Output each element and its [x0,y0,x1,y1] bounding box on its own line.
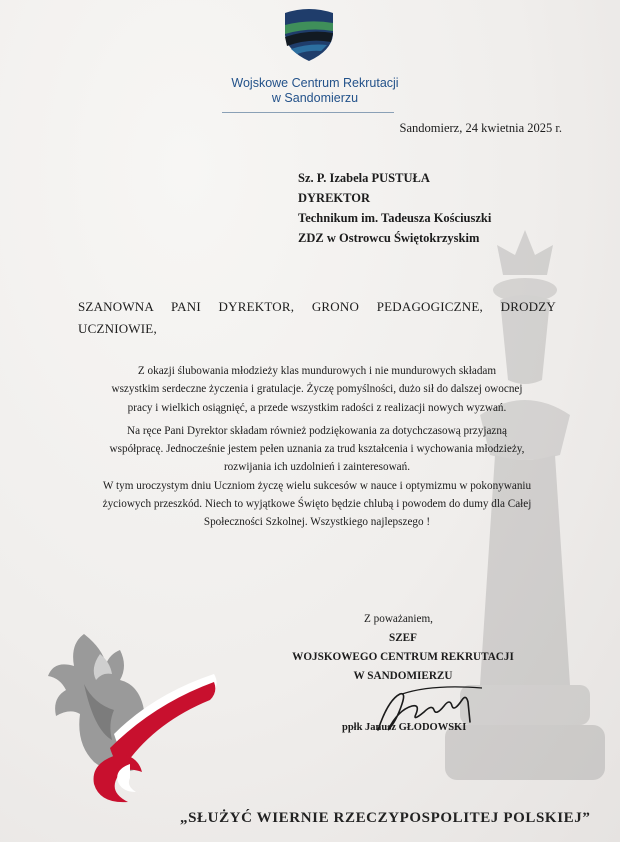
organization-name [200,76,430,106]
salutation: SZANOWNA PANI DYREKTOR, GRONO PEDAGOGICZNE, DRODZY UCZNIOWIE, [78,299,556,336]
paragraph-1-line-2: wszystkim serdeczne życzenia i gratulacje. Życzę pomyślności, dużo sił do dalszej owocnej [111,383,523,396]
recipient-name: Sz. P. Izabela PUSTUŁA [298,171,430,185]
signer-title-3: W SANDOMIERZU [353,670,453,682]
closing-phrase: Z poważaniem, [364,613,433,625]
letter-body [84,362,550,532]
signature-block [268,610,538,686]
handwritten-signature [372,682,502,742]
signer-rank-name: ppłk Janusz GŁODOWSKI [342,722,467,733]
polish-eagle-emblem-icon [44,614,226,810]
signer-title-1: SZEF [389,632,417,644]
recipient-title: DYREKTOR [298,191,371,205]
header-divider [222,112,394,113]
paragraph-2-line-2: współpracę. Jednocześnie jestem pełen uznania za trud kształcenia i wychowania młodzieży, [109,443,525,456]
recipient-city: ZDZ w Ostrowcu Świętokrzyskim [298,231,480,245]
paragraph-3-line-3: Społeczności Szkolnej. Wszystkiego najlepszego ! [203,516,431,529]
paragraph-1 [84,362,550,417]
paragraph-2-line-1: Na ręce Pani Dyrektor składam również podziękowania za dotychczasową przyjazną [127,424,507,437]
org-name-line2: w Sandomierzu [271,91,359,105]
paragraph-1-line-3: pracy i wielkich osiągnięć, a przede wszystkim radości z realizacji nowych wyzwań. [127,401,507,414]
paragraph-1-line-1: Z okazji ślubowania młodzieży klas mundurowych i nie mundurowych składam [137,365,497,377]
wcr-shield-logo-icon [281,7,337,63]
org-name-line1: Wojskowe Centrum Rekrutacji [231,76,399,90]
paragraph-2-line-3: rozwijania ich uzdolnień i zainteresowań. [223,461,411,474]
recipient-school: Technikum im. Tadeusza Kościuszki [298,211,492,225]
recipient-block [298,168,491,248]
paragraph-3-line-1: W tym uroczystym dniu Uczniom życzę wielu sukcesów w nauce i optymizmu w pokonywaniu [102,479,532,492]
letter-date: Sandomierz, 24 kwietnia 2025 r. [399,121,562,135]
signer-title-2: WOJSKOWEGO CENTRUM REKRUTACJI [292,651,514,663]
paragraph-3-line-2: życiowych przeszkód. Niech to wyjątkowe Święto będzie chlubą i powodem do dumy dla Całej [102,498,532,511]
paragraph-3 [84,477,550,532]
motto: „SŁUŻYĆ WIERNIE RZECZYPOSPOLITEJ POLSKIEJ” [180,810,591,826]
paragraph-2 [84,422,550,477]
